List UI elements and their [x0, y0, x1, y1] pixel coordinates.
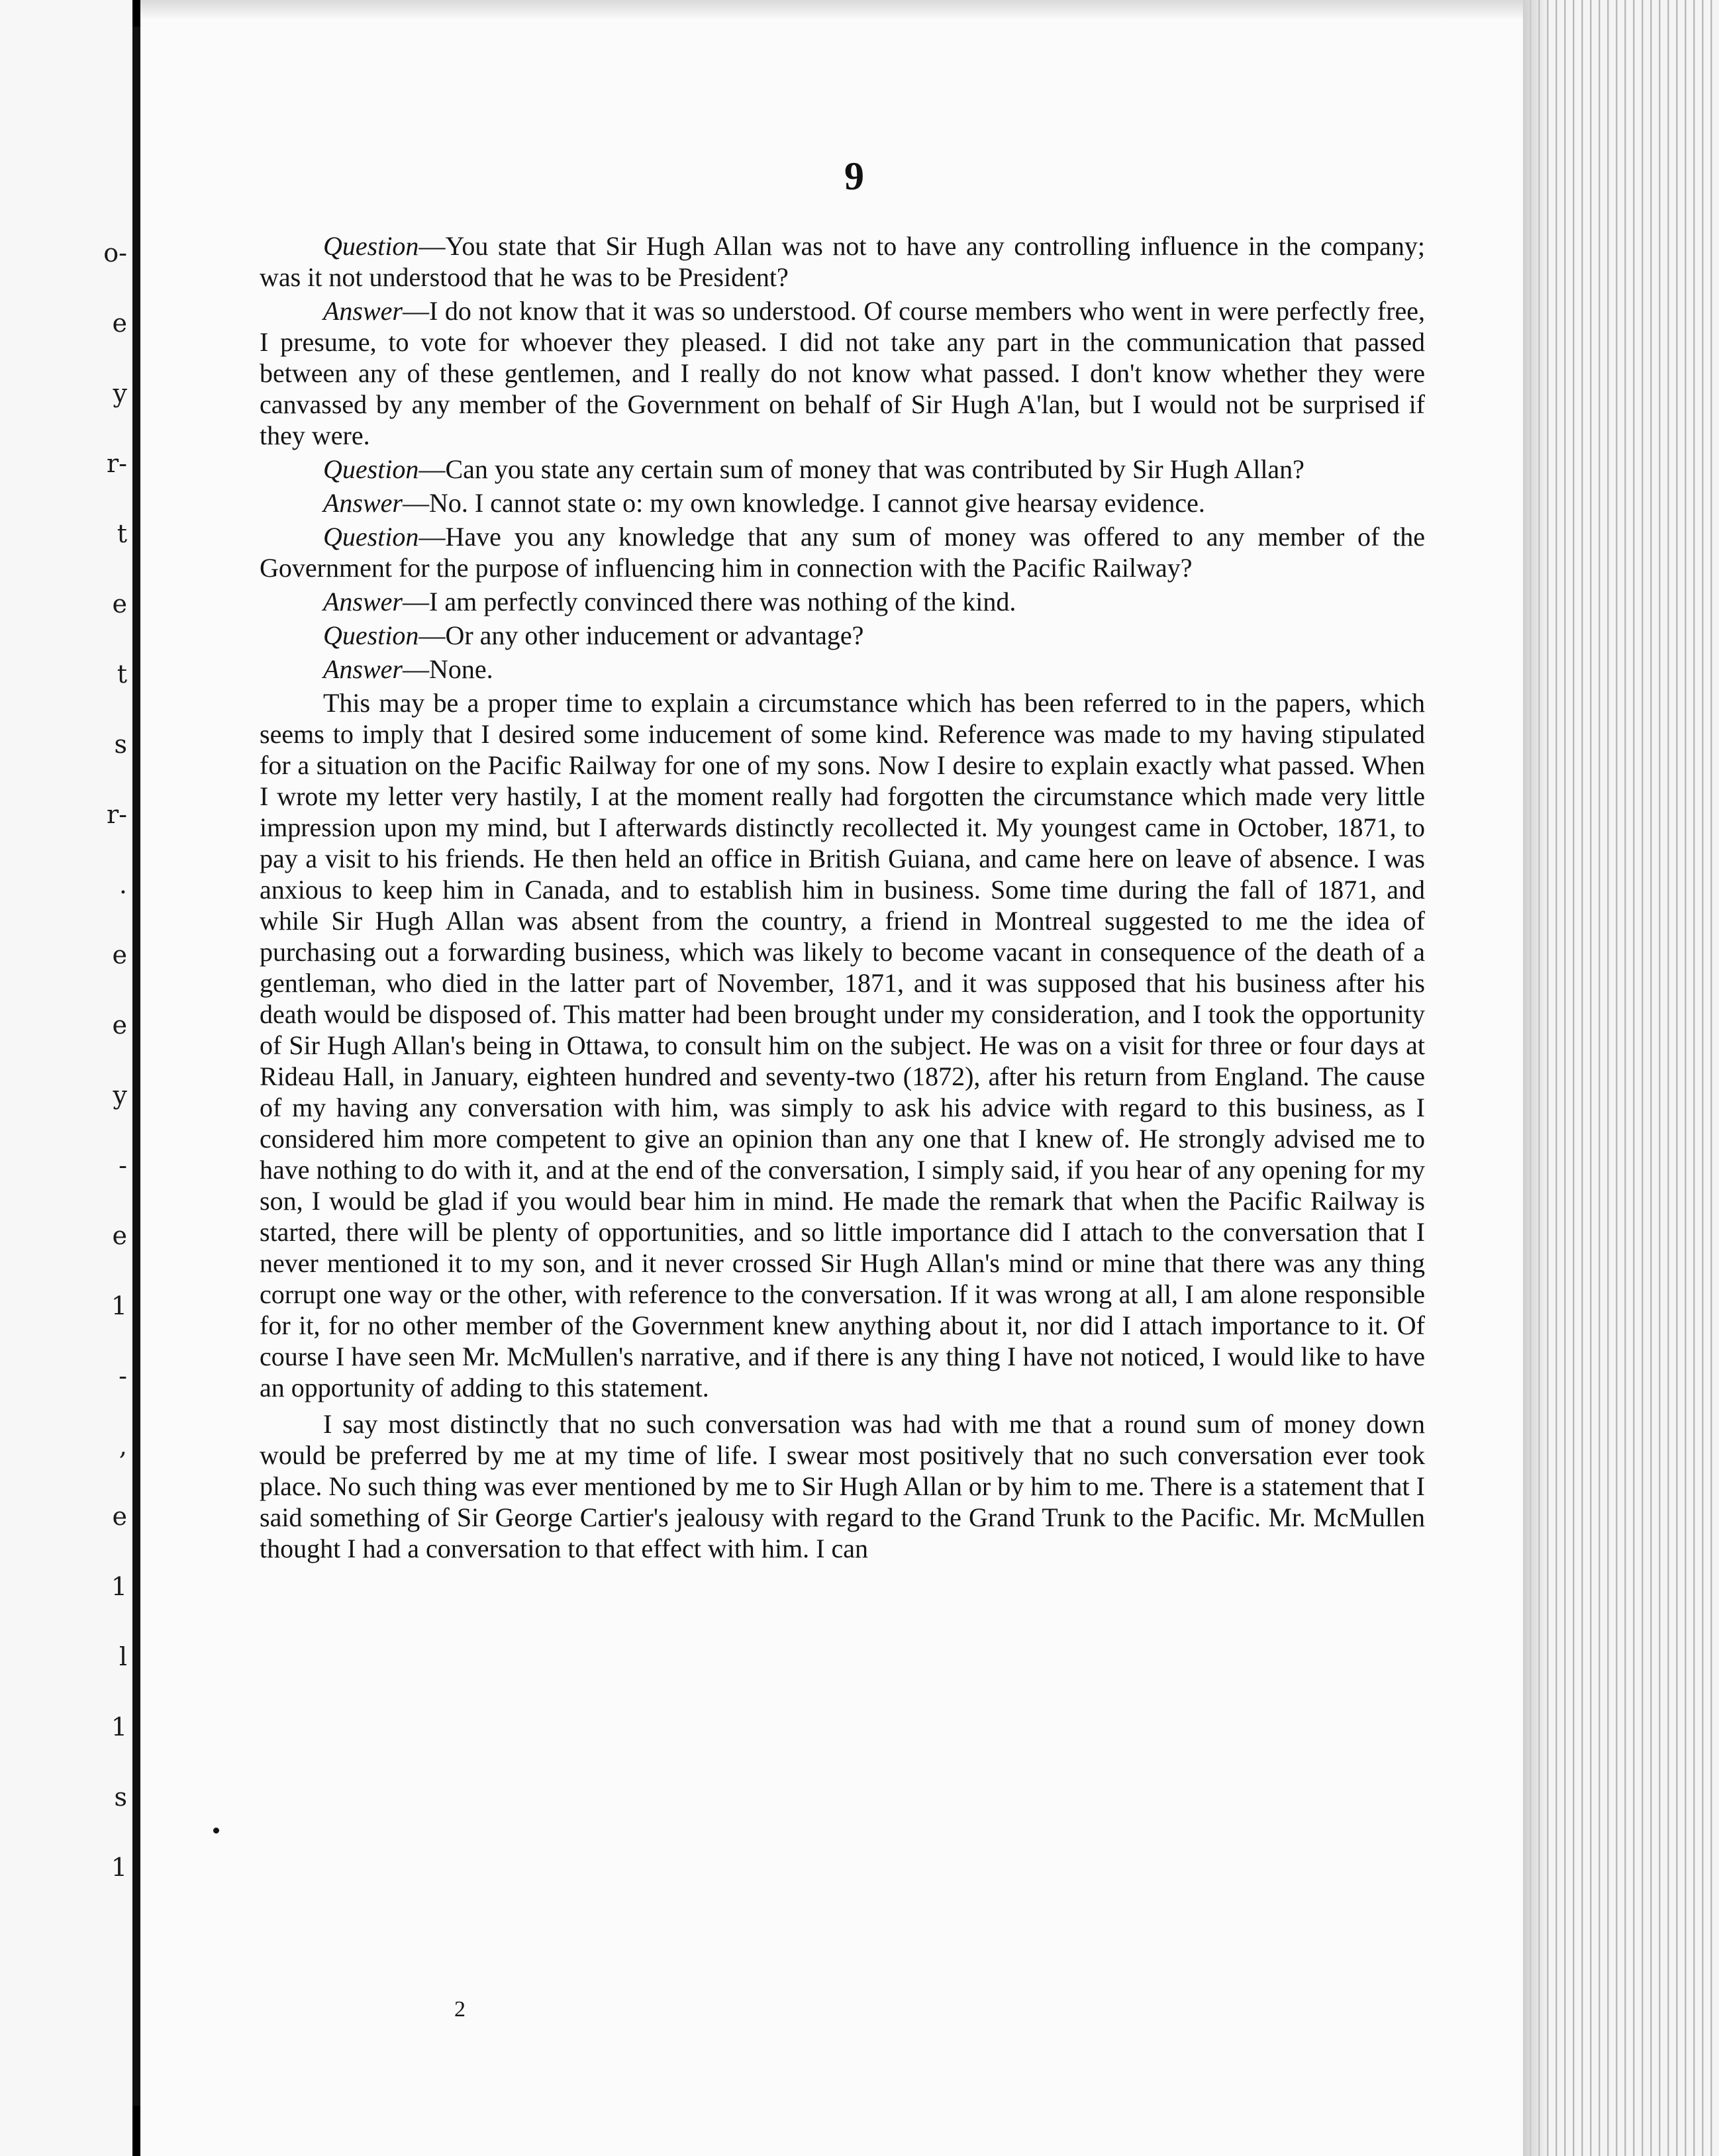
page-number: 9 — [844, 154, 864, 198]
facing-page-edge — [0, 0, 132, 2156]
paragraph-text: —Can you state any certain sum of money that was contributed by Sir Hugh Allan? — [418, 454, 1304, 484]
speaker-label: Answer — [323, 654, 403, 684]
facing-page-fragment: , — [119, 1432, 127, 1461]
speaker-label: Question — [323, 231, 419, 261]
paragraph-text: —Have you any knowledge that any sum of money was offered to any member of the Government for the purpose of influencing him in connection with the Pacific Railway? — [260, 522, 1425, 583]
speaker-label: Question — [323, 620, 419, 650]
speaker-label: Answer — [323, 296, 403, 326]
body-text — [260, 230, 1425, 1569]
facing-page-fragment: e — [112, 940, 127, 969]
page-edge-shadow — [1523, 0, 1549, 2156]
facing-page-fragment: l — [119, 1642, 127, 1671]
answer-paragraph — [260, 654, 1425, 685]
speaker-label: Answer — [323, 587, 403, 616]
facing-page-fragment: 1 — [111, 1853, 127, 1882]
paragraph-text: I say most distinctly that no such conversation was had with me that a round sum of money down would be preferred by me at my time of life. I swear most positively that no such conversation ever took place. No such thing was ever mentioned by me to Sir Hugh Allan or by him to me. There is a statement that I said something of Sir George Cartier's jealousy with regard to the Grand Trunk to the Pacific. Mr. McMullen thought I had a conversation to that effect with him. I can — [260, 1409, 1425, 1563]
margin-dot — [213, 1828, 219, 1834]
paragraph-text: —No. I cannot state o: my own knowledge. I cannot give hearsay evidence. — [403, 488, 1205, 518]
facing-page-fragment: s — [114, 1783, 127, 1812]
facing-page-fragment: e — [112, 589, 127, 618]
facing-page-fragment: y — [113, 1081, 127, 1110]
facing-page-fragment: . — [119, 870, 127, 899]
facing-page-fragment: 1 — [111, 1572, 127, 1601]
paragraph-text: —Or any other inducement or advantage? — [418, 620, 864, 650]
statement-paragraph — [260, 1408, 1425, 1564]
speaker-label: Question — [323, 522, 419, 552]
facing-page-fragment: t — [117, 660, 127, 689]
stacked-page-edges — [1523, 0, 1719, 2156]
facing-page-fragment: y — [113, 379, 127, 408]
facing-page-fragment: - — [119, 1361, 127, 1391]
paragraph-text: —I do not know that it was so understood. Of course members who went in were perfectly free, I presume, to vote for whoever they pleased. I did not take any part in the communication that passed between any of these gentlemen, and I really do not know what passed. I don't know whether they were canvassed by any member of the Government on behalf of Sir Hugh A'lan, but I would not be surprised if they were. — [260, 296, 1425, 450]
paragraph-text: This may be a proper time to explain a circumstance which has been referred to in the papers, which seems to imply that I desired some inducement of some kind. Reference was made to my having stipulated for a situation on the Pacific Railway for one of my sons. Now I desire to explain exactly what passed. When I wrote my letter very hastily, I at the moment really had forgotten the circumstance which made very little impression upon my mind, but I afterwards distinctly recollected it. My youngest came in October, 1871, to pay a visit to his friends. He then held an office in British Guiana, and came here on leave of absence. I was anxious to keep him in Canada, and to establish him in business. Some time during the fall of 1871, and while Sir Hugh Allan was absent from the country, a friend in Montreal suggested to me the idea of purchasing out a forwarding business, which was likely to become vacant in consequence of the death of a gentleman, who died in the latter part of November, 1871, and it was supposed that his business after his death would be disposed of. This matter had been brought under my consideration, and I took the opportunity of Sir Hugh Allan's being in Ottawa, to consult him on the subject. He was on a visit for three or four days at Rideau Hall, in January, eighteen hundred and seventy-two (1872), after his return from England. The cause of my having any conversation with him, was simply to ask his advice with regard to this business, as I considered him more competent to give an opinion than any one that I knew of. He strongly advised me to have nothing to do with it, and at the end of the conversation, I simply said, if you hear of any opening for my son, I would be glad if you would bear him in mind. He made the remark that when the Pacific Railway is started, there will be plenty of opportunities, and so little importance did I attach to the conversation that I never mentioned it to my son, and it never crossed Sir Hugh Allan's mind or mine that there was any thing corrupt one way or the other, with reference to the conversation. If it was wrong at all, I am alone responsible for it, for no other member of the Government knew anything about it, nor did I attach importance to it. Of course I have seen Mr. McMullen's narrative, and if there is any thing I have not noticed, I would like to have an opportunity of adding to this statement. — [260, 688, 1425, 1402]
statement-paragraph — [260, 687, 1425, 1403]
question-paragraph — [260, 521, 1425, 583]
facing-page-fragment: s — [114, 730, 127, 759]
facing-page-fragment: o- — [103, 238, 127, 268]
facing-page-fragment: t — [117, 519, 127, 548]
facing-page-fragment: e — [112, 1221, 127, 1250]
facing-page-fragment: r- — [106, 449, 127, 478]
paragraph-text: —None. — [403, 654, 493, 684]
question-paragraph — [260, 454, 1425, 485]
facing-page-fragment: e — [112, 309, 127, 338]
facing-page-fragment: e — [112, 1502, 127, 1531]
answer-paragraph — [260, 487, 1425, 518]
facing-page-fragment: e — [112, 1010, 127, 1040]
printer-signature-mark: 2 — [454, 1997, 466, 2022]
facing-page-fragment: - — [119, 1151, 127, 1180]
answer-paragraph — [260, 586, 1425, 617]
paragraph-text: —I am perfectly convinced there was nothing of the kind. — [403, 587, 1016, 616]
speaker-label: Answer — [323, 488, 403, 518]
speaker-label: Question — [323, 454, 419, 484]
question-paragraph — [260, 620, 1425, 651]
page-top-shadow — [140, 0, 1544, 20]
facing-page-fragment: 1 — [111, 1712, 127, 1741]
facing-page-fragment: 1 — [111, 1291, 127, 1320]
question-paragraph — [260, 230, 1425, 293]
answer-paragraph — [260, 295, 1425, 451]
facing-page-fragment: r- — [106, 800, 127, 829]
paragraph-text: —You state that Sir Hugh Allan was not to have any controlling influence in the company; was it not understood that he was to be President? — [260, 231, 1425, 292]
binding-gutter — [132, 26, 140, 2106]
